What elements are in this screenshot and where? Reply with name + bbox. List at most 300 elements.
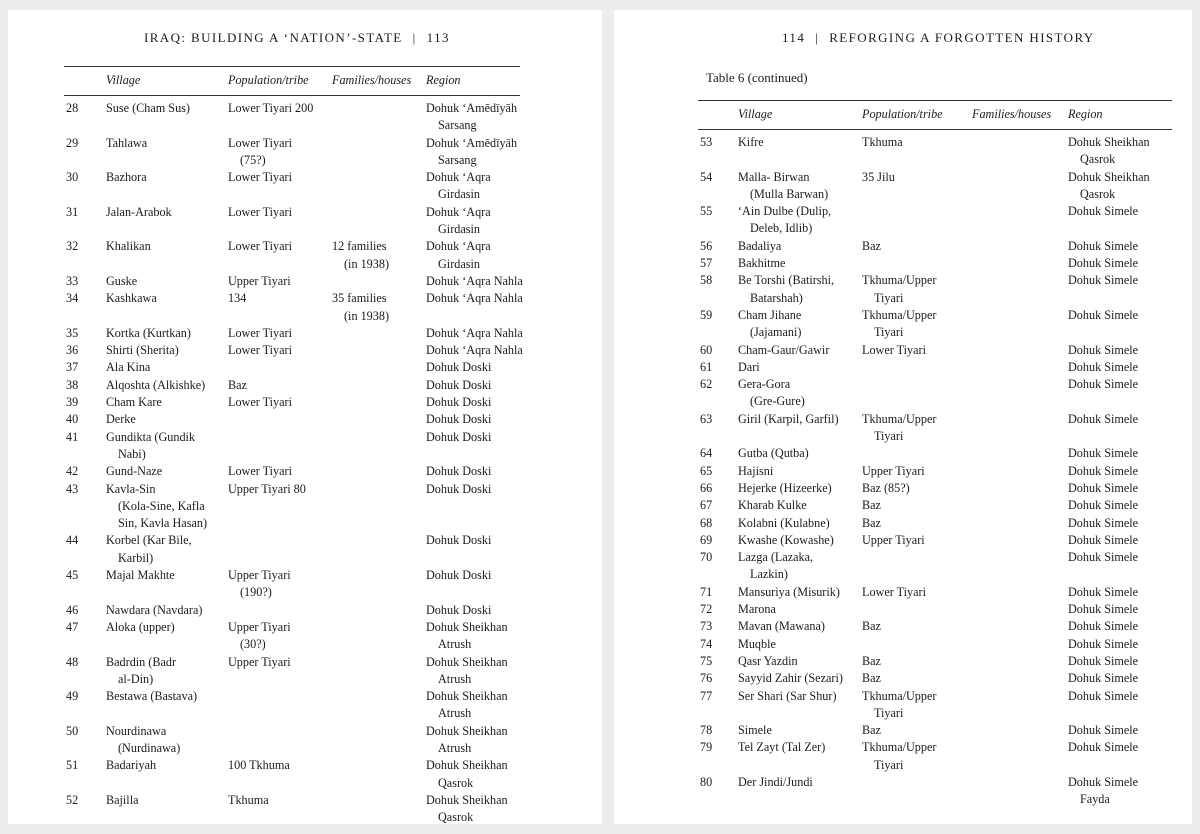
row-number: 46 [66,602,79,617]
families-cell-line: (in 1938) [344,308,390,323]
population-cell [862,515,881,532]
region-cell [426,602,491,619]
region-cell-line: Dohuk Simele [1068,273,1139,288]
village-cell [738,463,773,480]
table-row [64,619,520,654]
row-number: 30 [66,170,79,185]
village-cell [738,238,781,255]
village-cell [106,359,150,376]
village-cell-line: Badrdin (Badr [106,654,177,669]
village-cell [106,394,162,411]
region-cell-line: Dohuk Sheikhan [426,619,508,634]
village-cell [106,204,172,221]
row-number: 67 [700,498,713,513]
population-cell-line: Upper Tiyari [862,463,925,478]
region-cell-line: Dohuk Doski [426,412,492,427]
row-number: 49 [66,689,79,704]
table-row [698,618,1172,635]
population-cell-line: (75?) [240,152,266,167]
village-cell-line: (Nurdinawa) [118,740,181,755]
population-cell-line: Upper Tiyari [228,654,291,669]
row-number: 75 [700,653,713,668]
population-cell-line: Lower Tiyari [862,342,926,357]
region-cell-line: Qasrok [438,810,474,824]
village-cell [106,100,190,117]
table-row [64,602,520,619]
row-number: 52 [66,792,79,807]
village-cell-line: Bajilla [106,792,139,807]
region-cell [1068,774,1138,809]
village-cell [738,549,813,584]
village-cell-line: Ser Shari (Sar Shur) [738,688,837,703]
population-cell [862,618,881,635]
region-cell-line: Sarsang [438,152,477,167]
table-body [64,96,523,824]
population-cell-line: Tkhuma/Upper [862,688,937,703]
village-cell [738,134,764,151]
table-row [698,515,1172,532]
region-cell-line: Dohuk Simele [1068,532,1139,547]
village-cell [738,411,839,428]
village-cell-line: (Mulla Barwan) [750,186,829,201]
row-number: 29 [66,135,79,150]
village-cell-line: Kortka (Kurtkan) [106,325,191,340]
village-cell [106,792,139,809]
region-cell-line: Dohuk ‘Aqra Nahla [426,291,523,306]
village-cell-line: Lazkin) [750,567,788,582]
population-cell [862,688,936,723]
population-cell [228,463,292,480]
village-cell [106,325,191,342]
village-cell-line: Kavla-Sin [106,481,156,496]
header-families: Families/houses [972,107,1052,121]
table-row [698,359,1172,376]
region-cell-line: Dohuk Simele [1068,619,1139,634]
population-cell-line: Tkhuma/Upper [862,740,937,755]
region-cell-line: Dohuk Sheikhan [1068,169,1150,184]
village-cell [738,359,760,376]
table-row [698,463,1172,480]
row-number: 28 [66,101,79,115]
row-number: 40 [66,412,79,427]
region-cell [426,100,517,135]
village-cell-line: Nourdinawa [106,723,167,738]
region-cell-line: Dohuk ‘Aqra [426,204,491,219]
row-number: 39 [66,395,79,410]
population-cell [862,342,926,359]
region-cell-line: Dohuk Doski [426,360,492,375]
table-row [64,567,520,602]
table-row [64,481,520,533]
row-number: 79 [700,740,713,755]
villages-table [698,100,1172,809]
page-number: 114 [782,30,806,45]
row-number: 53 [700,135,713,149]
row-number: 34 [66,291,79,306]
population-cell-line: Tkhuma [862,135,903,149]
row-number: 70 [700,550,713,565]
region-cell [1068,688,1138,705]
region-cell [1068,618,1138,635]
village-cell-line: Gutba (Qutba) [738,446,809,461]
village-cell [738,584,840,601]
population-cell-line: Upper Tiyari [228,619,291,634]
row-number: 55 [700,204,713,219]
table-row [698,203,1172,238]
region-cell [1068,497,1138,514]
region-cell-line: Dohuk ‘Aqra [426,170,491,185]
table-caption: Table 6 (continued) [706,70,808,85]
population-cell [228,792,269,809]
families-cell-line: (in 1938) [344,256,390,271]
region-cell-line: Dohuk Simele [1068,688,1139,703]
village-cell-line: Tel Zayt (Tal Zer) [738,740,826,755]
row-number: 71 [700,584,713,599]
village-cell-line: Simele [738,723,772,738]
village-cell-line: Ala Kina [106,360,151,375]
population-cell-line: Upper Tiyari [228,568,291,583]
region-cell-line: Dohuk Simele [1068,238,1139,253]
village-cell-line: Gundikta (Gundik [106,429,196,444]
village-cell-line: Bestawa (Bastava) [106,689,198,704]
table-row [64,238,520,273]
region-cell [426,204,491,239]
region-cell-line: Atrush [438,740,472,755]
table-row [698,169,1172,204]
population-cell-line: Upper Tiyari [862,532,925,547]
region-cell-line: Dohuk Simele [1068,377,1139,392]
village-cell [738,670,843,687]
row-number: 77 [700,688,713,703]
population-cell-line: Tiyari [874,290,904,305]
village-cell-line: Cham Kare [106,395,162,410]
families-cell [332,290,389,325]
table-row [698,688,1172,723]
region-cell-line: Dohuk Simele [1068,463,1139,478]
population-cell-line: Lower Tiyari [228,325,292,340]
table-row [698,636,1172,653]
village-cell [738,601,776,618]
region-cell-line: Dohuk Simele [1068,671,1139,686]
village-cell [106,429,195,464]
population-cell [862,532,925,549]
village-cell [738,445,809,462]
village-cell [106,757,156,774]
village-cell-line: Nabi) [118,446,146,461]
region-cell-line: Dohuk Doski [426,568,492,583]
population-cell [862,497,881,514]
table-row [698,411,1172,446]
population-cell-line: Baz (85?) [862,480,910,495]
village-cell-line: Muqble [738,636,776,651]
region-cell [1068,169,1150,204]
region-cell-line: Dohuk Simele [1068,204,1139,219]
population-cell [228,394,292,411]
region-cell-line: Dohuk ‘Aqra Nahla [426,343,523,358]
region-cell-line: Girdasin [438,222,480,237]
village-cell-line: Nawdara (Navdara) [106,602,203,617]
region-cell [1068,601,1138,618]
row-number: 58 [700,273,713,288]
row-number: 64 [700,446,713,461]
village-cell-line: Kashkawa [106,291,157,306]
page-number: 113 [426,30,450,45]
header-families: Families/houses [332,73,412,87]
region-cell-line: Dohuk Simele [1068,256,1139,271]
village-cell-line: Tahlawa [106,135,148,150]
table-row [64,204,520,239]
row-number: 50 [66,723,79,738]
population-cell-line: Tkhuma [228,792,269,807]
row-number: 47 [66,619,79,634]
region-cell [1068,342,1138,359]
population-cell-line: Upper Tiyari 80 [228,481,306,496]
population-cell [862,134,903,151]
row-number: 72 [700,602,713,617]
village-cell [106,238,151,255]
region-cell-line: Dohuk Doski [426,395,492,410]
population-cell-line: Lower Tiyari [228,239,292,254]
population-cell [228,273,291,290]
region-cell-line: Dohuk Sheikhan [426,723,508,738]
region-cell-line: Dohuk Doski [426,464,492,479]
row-number: 68 [700,515,713,530]
region-cell-line: Dohuk Doski [426,533,492,548]
row-number: 78 [700,723,713,738]
village-cell-line: Hajisni [738,463,774,478]
population-cell-line: Lower Tiyari 200 [228,101,314,115]
region-cell-line: Dohuk ‘Aqra Nahla [426,273,523,288]
population-cell-line: Upper Tiyari [228,273,291,288]
population-cell-line: Baz [862,498,881,513]
table-row [64,342,523,359]
village-cell [106,532,192,567]
village-cell-line: Malla- Birwan [738,169,810,184]
village-cell-line: Marona [738,602,776,617]
village-cell-line: Mavan (Mawana) [738,619,825,634]
running-head-separator: | [815,30,820,45]
header-population: Population/tribe [862,107,943,121]
table-row [698,774,1172,809]
population-cell-line: Tkhuma/Upper [862,411,937,426]
population-cell-line: Baz [862,619,881,634]
village-cell [738,497,807,514]
region-cell-line: Qasrok [1080,152,1116,167]
region-cell [426,723,508,758]
row-number: 73 [700,619,713,634]
row-number: 33 [66,273,79,288]
region-cell [426,688,508,723]
population-cell [862,722,881,739]
village-cell [738,774,813,791]
village-cell [738,169,828,204]
population-cell [228,342,292,359]
region-cell-line: Dohuk Doski [426,429,492,444]
village-cell-line: Aloka (upper) [106,619,175,634]
village-cell [106,602,202,619]
region-cell-line: Dohuk Sheikhan [426,758,508,773]
region-cell [426,654,508,689]
population-cell-line: Baz [862,238,881,253]
population-cell [228,169,292,186]
village-cell-line: Gund-Naze [106,464,163,479]
table-row [64,654,520,689]
population-cell [862,739,936,774]
population-cell [228,619,291,654]
table-row [64,273,523,290]
region-cell-line: Dohuk Simele [1068,307,1139,322]
village-cell [106,377,205,394]
village-cell [738,376,805,411]
village-cell-line: Badaliya [738,238,782,253]
table-row [64,429,520,464]
region-cell [1068,376,1138,393]
region-cell-line: Dohuk Simele [1068,515,1139,530]
row-number: 54 [700,169,713,184]
village-cell [106,411,136,428]
table-row [698,722,1172,739]
population-cell-line: Tiyari [874,705,904,720]
village-cell [738,722,772,739]
running-head [144,30,450,46]
header-region: Region [426,73,461,87]
row-number: 41 [66,429,79,444]
village-cell-line: Bazhora [106,170,147,185]
region-cell [426,169,491,204]
village-cell-line: Der Jindi/Jundi [738,774,813,789]
village-cell [106,723,180,758]
village-cell-line: Mansuriya (Misurik) [738,584,840,599]
row-number: 56 [700,238,713,253]
running-head-separator: | [412,30,417,45]
table-row [698,307,1172,342]
row-number: 43 [66,481,79,496]
population-cell [228,377,247,394]
region-cell-line: Dohuk Simele [1068,774,1139,789]
table-row [64,169,520,204]
table-row [64,394,520,411]
village-cell [738,653,798,670]
table-row [698,238,1172,255]
region-cell [1068,134,1150,169]
row-number: 35 [66,325,79,340]
region-cell [426,238,491,273]
region-cell [426,411,491,428]
village-cell [738,688,837,705]
population-cell-line: Baz [862,515,881,530]
population-cell [228,757,290,774]
population-cell-line: Baz [862,671,881,686]
region-cell-line: Dohuk Simele [1068,498,1139,513]
population-cell-line: Baz [862,723,881,738]
table-row [698,134,1172,169]
village-cell-line: Korbel (Kar Bile, [106,533,192,548]
village-cell-line: Gera-Gora [738,377,791,392]
village-cell-line: al-Din) [118,671,154,686]
population-cell-line: Tiyari [874,757,904,772]
region-cell [426,619,508,654]
region-cell-line: Girdasin [438,256,480,271]
region-cell-line: Dohuk Sheikhan [426,654,508,669]
region-cell [1068,532,1138,549]
population-cell-line: 134 [228,291,247,306]
population-cell-line: Lower Tiyari [228,135,292,150]
table-row [698,549,1172,584]
population-cell-line: Tkhuma/Upper [862,273,937,288]
table-row [64,463,520,480]
row-number: 63 [700,411,713,426]
population-cell-line: Tiyari [874,325,904,340]
village-cell [738,480,832,497]
population-cell [862,169,895,186]
table-row [698,739,1172,774]
village-cell [106,688,197,705]
village-cell [738,515,830,532]
left-page [8,10,602,824]
village-cell-line: Badariyah [106,758,157,773]
village-cell-line: Guske [106,273,138,288]
region-cell [426,481,491,498]
village-cell [106,463,162,480]
region-cell-line: Atrush [438,706,472,721]
village-cell-line: Kifre [738,135,764,149]
population-cell-line: Lower Tiyari [228,343,292,358]
village-cell-line: Khalikan [106,239,151,254]
region-cell [1068,445,1138,462]
village-cell [738,618,825,635]
table-row [698,670,1172,687]
population-cell-line: Baz [862,653,881,668]
region-cell-line: Dohuk ‘Amēdīyāh [426,101,518,115]
region-cell-line: Dohuk ‘Aqra Nahla [426,325,523,340]
population-cell-line: Tkhuma/Upper [862,307,937,322]
village-cell-line: Kharab Kulke [738,498,807,513]
running-head [782,30,1095,46]
table-row [64,723,520,758]
population-cell [228,654,291,671]
village-cell-line: Qasr Yazdin [738,653,798,668]
region-cell [1068,203,1138,220]
population-cell [862,463,925,480]
village-cell-line: Suse (Cham Sus) [106,101,190,115]
village-cell [738,203,831,238]
region-cell [426,567,491,584]
region-cell-line: Dohuk Simele [1068,602,1139,617]
village-cell-line: Deleb, Idlib) [750,221,813,236]
region-cell [1068,255,1138,272]
region-cell [1068,636,1138,653]
region-cell-line: Dohuk Doski [426,377,492,392]
village-cell-line: Giril (Karpil, Garfil) [738,411,839,426]
village-cell [738,307,801,342]
population-cell-line: Lower Tiyari [228,204,292,219]
population-cell-line: Lower Tiyari [862,584,926,599]
population-cell [862,653,881,670]
row-number: 37 [66,360,79,375]
table-row [698,342,1172,359]
village-cell [738,255,785,272]
region-cell-line: Dohuk Simele [1068,359,1139,374]
region-cell [426,429,491,446]
region-cell [426,325,523,342]
table-row [698,601,1172,618]
village-cell-line: Bakhitme [738,256,786,271]
village-cell [106,273,137,290]
region-cell [426,377,491,394]
row-number: 74 [700,636,713,651]
village-cell-line: ‘Ain Dulbe (Dulip, [738,204,832,219]
region-cell-line: Dohuk Simele [1068,550,1139,565]
